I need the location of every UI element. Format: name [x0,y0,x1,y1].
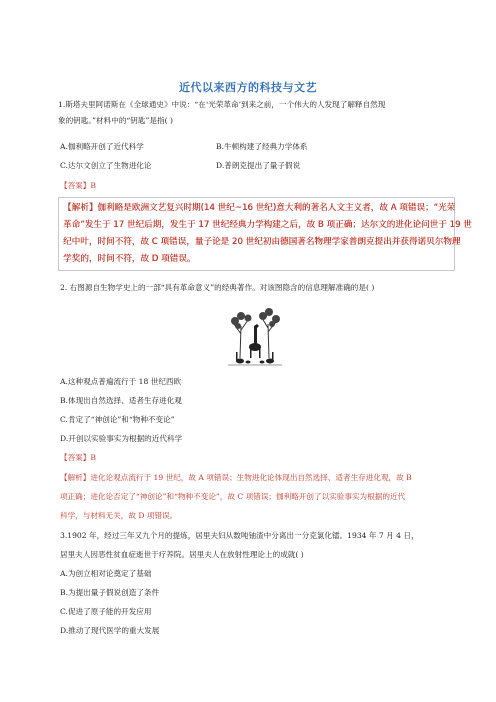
q3-option-a: A.为创立相对论奠定了基础 [60,569,152,578]
q1-option-d: D.普朗克提出了量子假说 [216,161,301,170]
q1-stem-line2: 象的钥匙。”材料中的“钥匙”是指( ) [58,116,173,125]
page-title: 近代以来西方的科技与文艺 [179,81,317,94]
q2-stem: 2. 右图源自生物学史上的一部“具有革命意义”的经典著作。对该图隐含的信息理解准确的是( ) [60,283,375,292]
q1-explanation-line4: 学奖的，时间不符，故 D 项错误。 [63,254,196,264]
q3-option-b: B.为提出量子假说创造了条件 [60,588,160,597]
q2-explanation-line1: 【解析】进化论观点流行于 19 世纪，故 A 项错误；生物进化论体现出自然选择、适者生存进化观，故 B [60,473,412,482]
q1-explanation-line2: 革命”发生于 17 世纪后期，发生于 17 世纪经典力学构建之后，故 B 项正确；达尔文的进化论问世于 19 世 [63,220,472,230]
q2-option-d: D.开创以实验事实为根据的近代科学 [60,434,183,443]
giraffe-illustration-icon [226,306,284,366]
q3-stem-line1: 3.1902 年，经过三年又九个月的提炼，居里夫妇从数吨铀渣中分离出一分克氯化镭。1934 年 7 月 4 日， [60,531,419,540]
q2-option-b: B.体现出自然选择、适者生存进化观 [60,396,182,405]
q1-answer: 【答案】B [60,181,96,190]
q1-explanation-line1: 【解析】伽利略是欧洲文艺复兴时期(14 世纪~16 世纪)意大利的著名人文主义者，故 A 项错误；“光荣 [63,203,456,213]
q2-answer: 【答案】B [60,453,96,462]
q1-option-c: C.达尔文创立了生物进化论 [60,161,152,170]
q2-explanation-line3: 科学，与材料无关，故 D 项错误。 [60,511,178,520]
q1-option-b: B.牛顿构建了经典力学体系 [216,142,308,151]
q2-option-a: A.这种观点普遍流行于 18 世纪西欧 [60,377,182,386]
q2-option-c: C.肯定了“神创论”和“物种不变论” [60,415,175,424]
q1-explanation-line3: 纪中叶，时间不符，故 C 项错误，量子论是 20 世纪初由德国著名物理学家普朗克提出并获得诺贝尔物理 [63,237,461,247]
q3-stem-line2: 居里夫人因恶性贫血症逝世于疗养院。居里夫人在放射性理论上的成就( ) [60,550,304,559]
q3-option-d: D.推动了现代医学的重大发展 [60,626,160,635]
q2-explanation-line2: 项正确；进化论否定了“神创论”和“物种不变论”，故 C 项错误；伽利略开创了以实验事实为根据的近代 [60,492,406,501]
q1-stem-line1: 1.斯塔夫里阿诺斯在《全球通史》中说：“在‘光荣革命’到来之前，一个伟大的人发现了解释自然现 [58,100,386,109]
q1-option-a: A.伽利略开创了近代科学 [60,142,144,151]
q3-option-c: C.促进了原子能的开发应用 [60,607,152,616]
q1-explanation-box [58,197,472,271]
